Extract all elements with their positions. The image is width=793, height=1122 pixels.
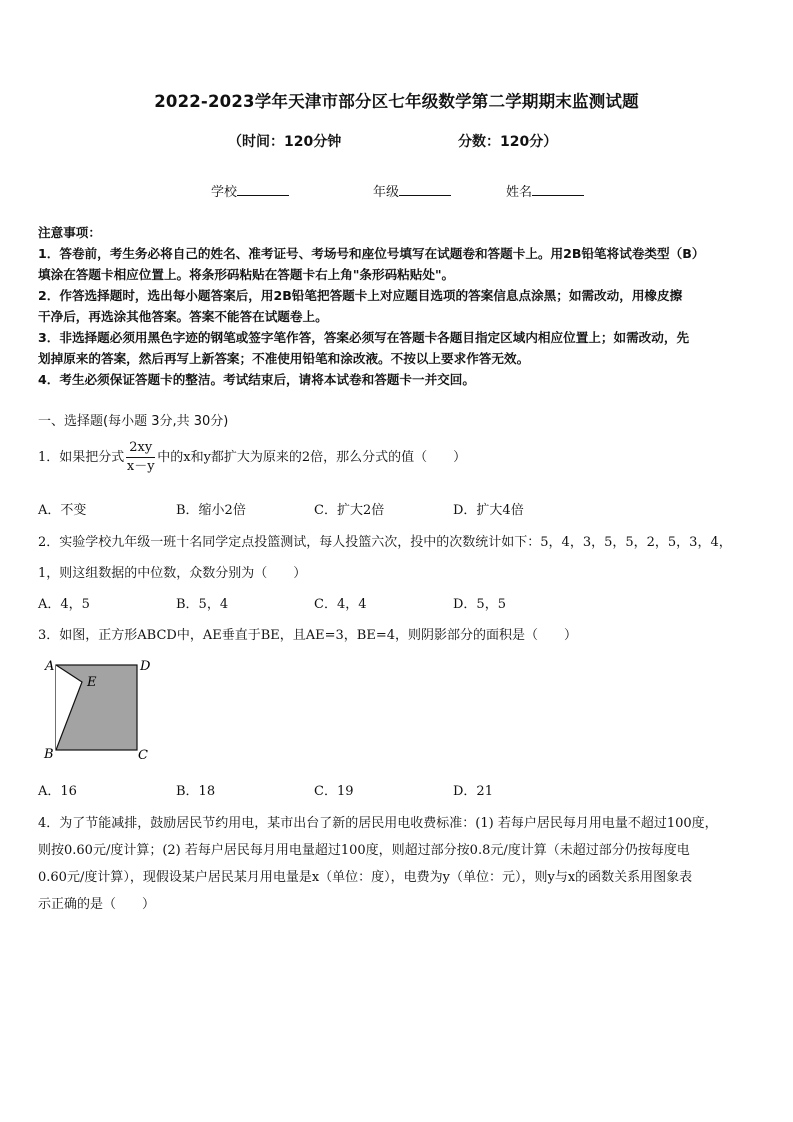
label-b: B	[44, 747, 54, 762]
notes-line: 4．考生必须保证答题卡的整洁。考试结束后，请将本试卷和答题卡一并交回。	[38, 372, 475, 387]
q4-line: 则按0.60元/度计算；(2) 若每户居民每月用电量超过100度，则超过部分按0.8元/度计算（未超过部分仍按每度电	[38, 843, 690, 858]
question-4	[38, 810, 763, 918]
notes-line: 1．答卷前，考生务必将自己的姓名、准考证号、考场号和座位号填写在试题卷和答题卡上。用2B铅笔将试卷类型（B）	[38, 246, 705, 261]
q2-option-d: D．5，5	[453, 597, 506, 612]
question-2-line-1: 2．实验学校九年级一班十名同学定点投篮测试，每人投篮六次，投中的次数统计如下：5，4，3，5，5，2，5，3，4，	[38, 535, 732, 550]
label-c: C	[138, 748, 148, 763]
label-a: A	[45, 659, 55, 674]
notes-heading: 注意事项：	[38, 225, 101, 240]
school-blank	[237, 183, 289, 196]
q1-numerator: 2xy	[126, 439, 155, 458]
exam-score: 分数：120分）	[458, 134, 558, 150]
name-field	[506, 181, 584, 200]
q4-line: 0.60元/度计算），现假设某户居民某月用电量是x（单位：度），电费为y（单位：元），则y与x的函数关系用图象表	[38, 870, 693, 885]
q4-line: 4．为了节能减排，鼓励居民节约用电，某市出台了新的居民用电收费标准：(1) 若每户居民每月用电量不超过100度，	[38, 816, 718, 831]
grade-blank	[399, 183, 451, 196]
q3-option-a: A．16	[38, 784, 77, 799]
question-2-line-2: 1，则这组数据的中位数，众数分别为（ ）	[38, 566, 307, 581]
school-field	[211, 181, 289, 200]
q1-option-d: D．扩大4倍	[453, 503, 524, 518]
label-d: D	[140, 659, 151, 674]
q1-prefix: 1．如果把分式	[38, 450, 125, 465]
q2-option-b: B．5，4	[176, 597, 229, 612]
name-label: 姓名	[506, 185, 533, 200]
label-e: E	[87, 675, 97, 690]
question-3: 3．如图，正方形ABCD中，AE垂直于BE，且AE=3，BE=4，则阴影部分的面积是（ ）	[38, 628, 577, 643]
q1-fraction	[126, 439, 155, 476]
notes-line: 3．非选择题必须用黑色字迹的钢笔或签字笔作答，答案必须写在答题卡各题目指定区域内相应位置上；如需改动，先	[38, 330, 690, 345]
q1-option-a: A．不变	[38, 503, 87, 518]
q2-option-c: C．4，4	[314, 597, 367, 612]
notes-line: 填涂在答题卡相应位置上。将条形码粘贴在答题卡右上角"条形码粘贴处"。	[38, 267, 455, 282]
q3-square-figure	[40, 655, 160, 765]
grade-field	[373, 181, 451, 200]
notes-line: 干净后，再选涂其他答案。答案不能答在试题卷上。	[38, 309, 328, 324]
page-title: 2022-2023学年天津市部分区七年级数学第二学期期末监测试题	[154, 92, 639, 111]
q1-suffix: 中的x和y都扩大为原来的2倍，那么分式的值（ ）	[157, 450, 467, 465]
name-blank	[532, 183, 584, 196]
q2-option-a: A．4，5	[38, 597, 90, 612]
notes-block	[38, 222, 760, 390]
exam-time: （时间：120分钟	[228, 134, 342, 150]
q1-option-c: C．扩大2倍	[314, 503, 385, 518]
section-title: 一、选择题(每小题 3分,共 30分)	[38, 414, 229, 429]
grade-label: 年级	[373, 185, 400, 200]
q3-option-c: C．19	[314, 784, 354, 799]
q3-option-d: D．21	[453, 784, 493, 799]
question-1	[38, 439, 466, 476]
q3-option-b: B．18	[176, 784, 216, 799]
notes-line: 划掉原来的答案，然后再写上新答案；不准使用铅笔和涂改液。不按以上要求作答无效。	[38, 351, 530, 366]
q1-denominator: x－y	[126, 459, 155, 474]
notes-line: 2．作答选择题时，选出每小题答案后，用2B铅笔把答题卡上对应题目选项的答案信息点涂黑；如需改动，用橡皮擦	[38, 288, 683, 303]
q4-line: 示正确的是（ ）	[38, 897, 156, 912]
q1-option-b: B．缩小2倍	[176, 503, 246, 518]
school-label: 学校	[211, 185, 238, 200]
